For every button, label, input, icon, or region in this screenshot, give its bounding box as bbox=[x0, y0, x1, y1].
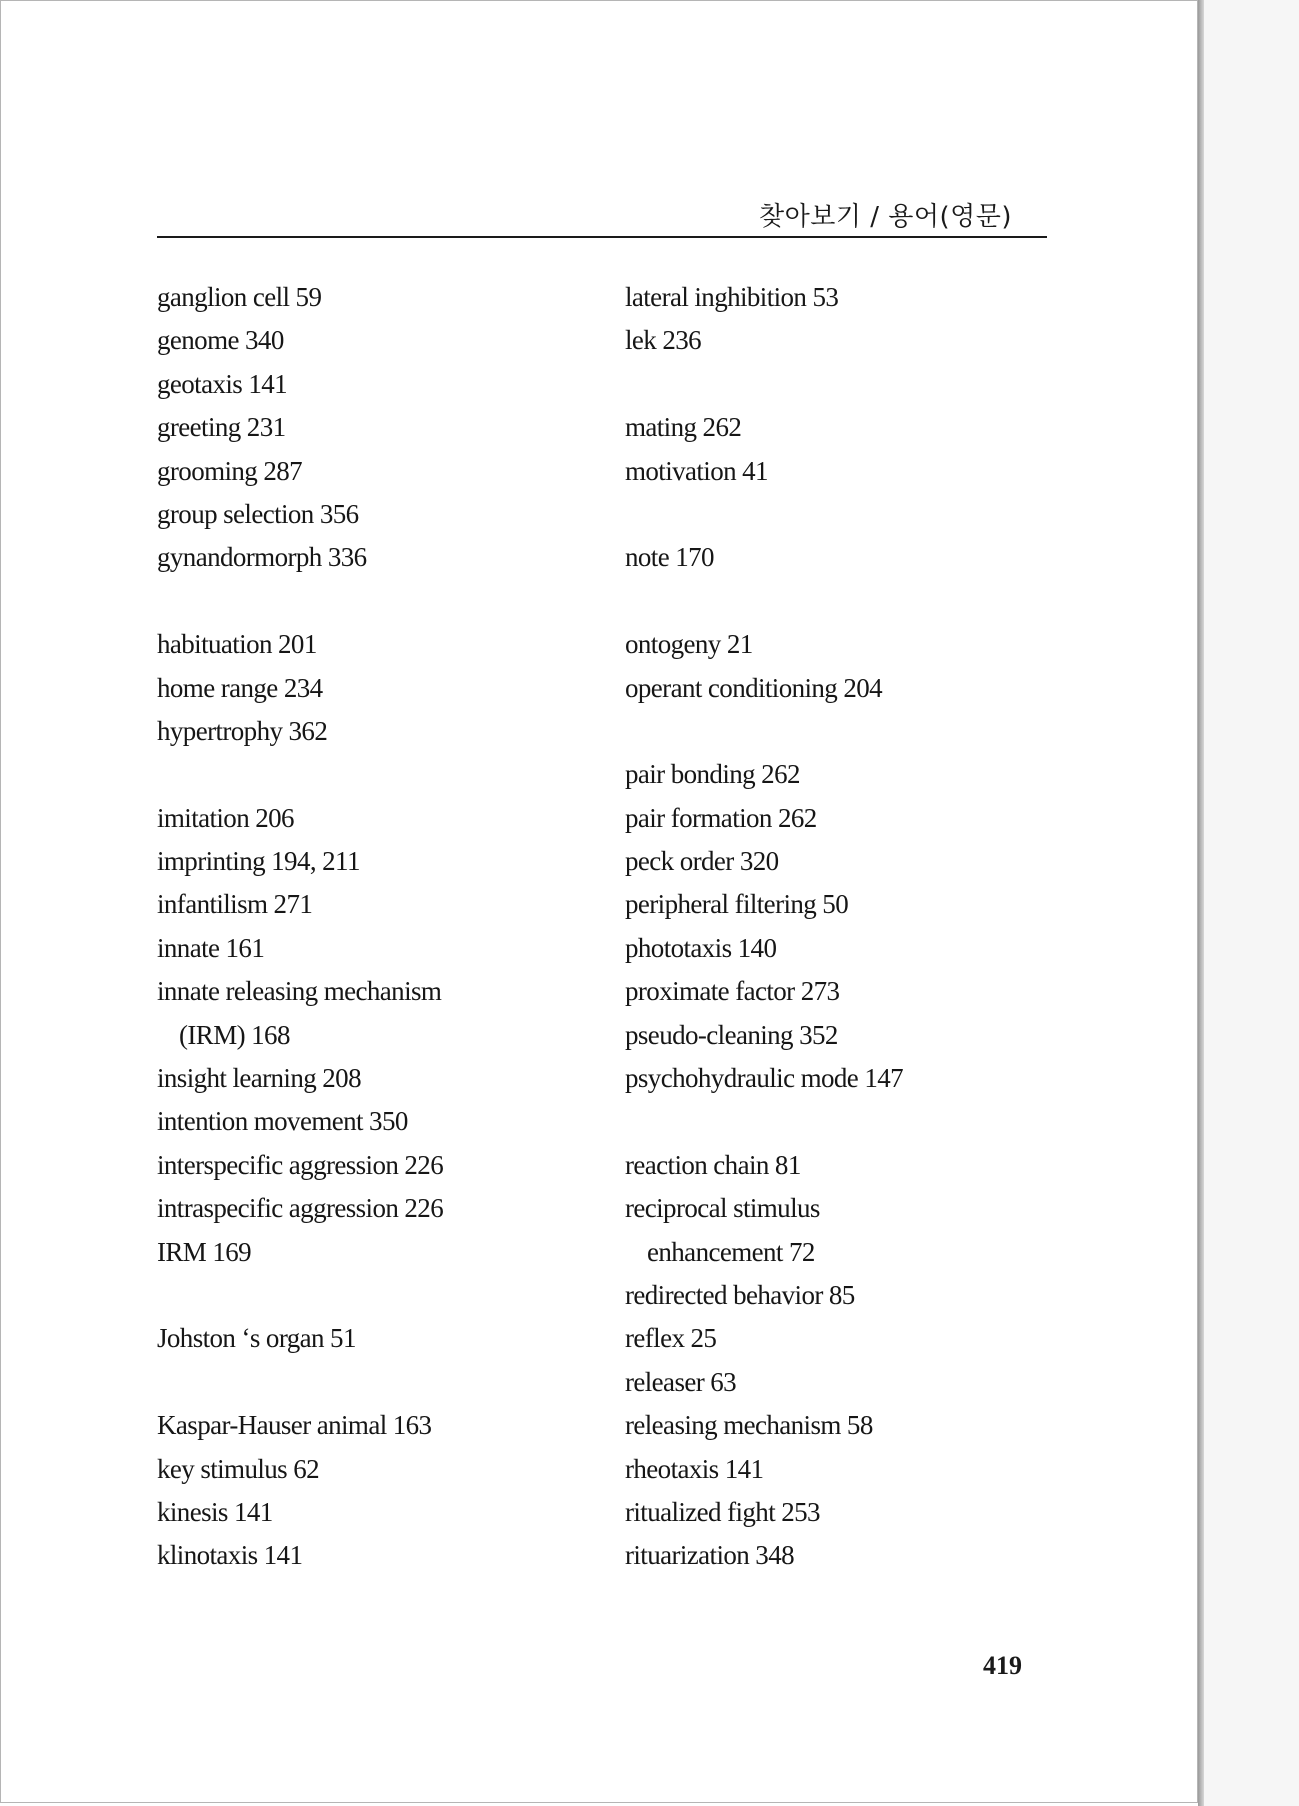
index-entry: peripheral filtering 50 bbox=[625, 889, 849, 920]
index-gap bbox=[157, 1274, 597, 1317]
index-entry: pseudo-cleaning 352 bbox=[625, 1019, 838, 1050]
index-entry: operant conditioning 204 bbox=[625, 672, 883, 703]
index-entry: reciprocal stimulus bbox=[625, 1193, 820, 1224]
index-gap bbox=[625, 363, 1065, 406]
index-entry: hypertrophy 362 bbox=[157, 715, 328, 746]
index-entry: imprinting 194, 211 bbox=[157, 846, 360, 877]
index-entry: mating 262 bbox=[625, 412, 742, 443]
index-entry: redirected behavior 85 bbox=[625, 1279, 855, 1310]
index-entry: ritualized fight 253 bbox=[625, 1496, 820, 1527]
index-entry: pair bonding 262 bbox=[625, 759, 800, 790]
index-entry: home range 234 bbox=[157, 672, 323, 703]
index-entry: releasing mechanism 58 bbox=[625, 1410, 873, 1441]
index-entry: lek 236 bbox=[625, 325, 702, 356]
index-entry: Kaspar-Hauser animal 163 bbox=[157, 1410, 432, 1441]
index-entry: ganglion cell 59 bbox=[157, 282, 322, 312]
index-entry: proximate factor 273 bbox=[625, 976, 840, 1007]
index-entry: group selection 356 bbox=[157, 498, 359, 529]
index-entry: Johston ‘s organ 51 bbox=[157, 1323, 356, 1354]
index-entry: peck order 320 bbox=[625, 846, 779, 877]
index-entry: imitation 206 bbox=[157, 802, 294, 833]
index-entry: innate releasing mechanism bbox=[157, 976, 442, 1007]
index-gap bbox=[625, 1100, 1065, 1143]
index-entry: pair formation 262 bbox=[625, 802, 817, 833]
header-rule bbox=[157, 236, 1047, 238]
index-entry: intention movement 350 bbox=[157, 1106, 408, 1137]
index-gap bbox=[157, 1361, 597, 1404]
index-column-left bbox=[157, 276, 597, 1578]
index-entry: key stimulus 62 bbox=[157, 1453, 320, 1484]
index-entry: psychohydraulic mode 147 bbox=[625, 1063, 904, 1094]
index-entry-continuation: enhancement 72 bbox=[647, 1236, 815, 1267]
index-entry-continuation: (IRM) 168 bbox=[179, 1019, 290, 1050]
index-entry: phototaxis 140 bbox=[625, 932, 777, 963]
index-gap bbox=[625, 493, 1065, 536]
index-entry: rituarization 348 bbox=[625, 1540, 794, 1571]
index-entry: klinotaxis 141 bbox=[157, 1540, 303, 1571]
index-entry: rheotaxis 141 bbox=[625, 1453, 764, 1484]
index-entry: motivation 41 bbox=[625, 455, 768, 486]
index-entry: insight learning 208 bbox=[157, 1063, 361, 1094]
index-entry: infantilism 271 bbox=[157, 889, 313, 920]
index-entry: ontogeny 21 bbox=[625, 629, 753, 660]
index-entry: innate 161 bbox=[157, 932, 265, 963]
index-column-right bbox=[625, 276, 1065, 1578]
index-gap bbox=[157, 753, 597, 796]
index-entry: reflex 25 bbox=[625, 1323, 717, 1354]
index-entry: reaction chain 81 bbox=[625, 1149, 801, 1180]
index-entry: intraspecific aggression 226 bbox=[157, 1193, 444, 1224]
index-entry: habituation 201 bbox=[157, 629, 317, 660]
index-gap bbox=[157, 580, 597, 623]
viewer-margin bbox=[1204, 0, 1299, 1806]
index-entry: interspecific aggression 226 bbox=[157, 1149, 444, 1180]
index-entry: lateral inghibition 53 bbox=[625, 282, 839, 312]
index-entry: grooming 287 bbox=[157, 455, 303, 486]
index-entry: greeting 231 bbox=[157, 412, 286, 443]
index-gap bbox=[625, 580, 1065, 623]
index-entry: gynandormorph 336 bbox=[157, 542, 367, 573]
running-header: 찾아보기 / 용어(영문) bbox=[758, 202, 1012, 232]
index-entry: releaser 63 bbox=[625, 1366, 737, 1397]
page-number: 419 bbox=[983, 1651, 1022, 1680]
index-entry: geotaxis 141 bbox=[157, 368, 288, 399]
index-gap bbox=[625, 710, 1065, 753]
index-entry: kinesis 141 bbox=[157, 1496, 273, 1527]
index-entry: genome 340 bbox=[157, 325, 284, 356]
index-entry: IRM 169 bbox=[157, 1236, 252, 1267]
index-entry: note 170 bbox=[625, 542, 714, 573]
